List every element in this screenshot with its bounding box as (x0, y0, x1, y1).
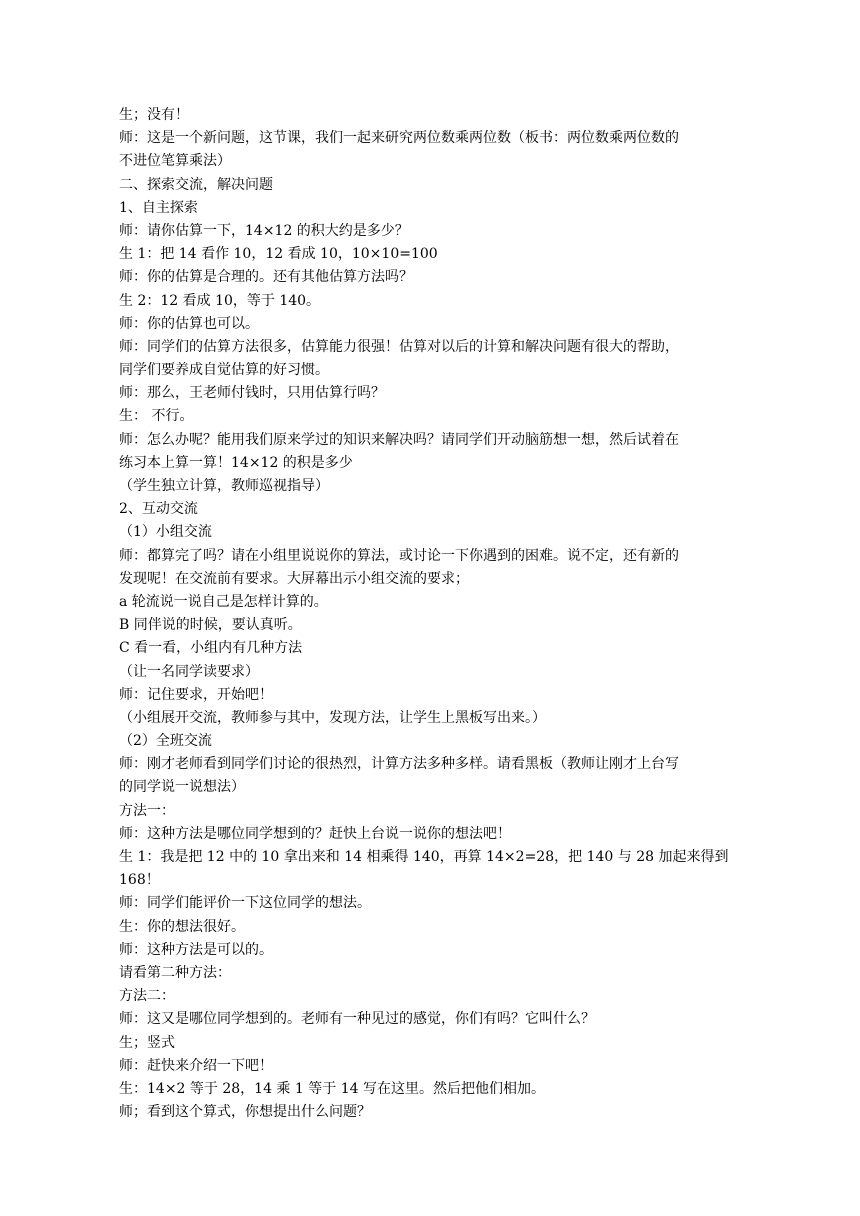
text-line: 的同学说一说想法） (119, 779, 245, 796)
text-line: 生： 不行。 (119, 408, 194, 425)
text-line: B 同伴说的时候，要认真听。 (119, 617, 302, 634)
text-line: 二、探索交流，解决问题 (119, 176, 273, 193)
text-line: 师；看到这个算式，你想提出什么问题？ (119, 1104, 371, 1121)
text-line: 生；没有！ (119, 107, 189, 123)
text-line: 1、自主探索 (119, 199, 198, 216)
text-line: 生 1：我是把 12 中的 10 拿出来和 14 相乘得 140，再算 14×2=28，把 140 与 28 加起来得到 (119, 849, 729, 865)
text-line: （学生独立计算，教师巡视指导） (119, 478, 329, 494)
text-line: 生 2：12 看成 10，等于 140。 (119, 292, 321, 309)
text-line: 师：这是一个新问题，这节课，我们一起来研究两位数乘两位数（板书：两位数乘两位数的 (119, 130, 679, 147)
text-line: 师：那么，王老师付钱时，只用估算行吗？ (119, 385, 385, 402)
text-line: 师：这种方法是哪位同学想到的？赶快上台说一说你的想法吧！ (119, 825, 511, 842)
text-line: 师：怎么办呢？能用我们原来学过的知识来解决吗？请同学们开动脑筋想一想，然后试着在 (119, 431, 679, 448)
text-line: 方法二： (119, 988, 175, 1005)
text-line: 生：你的想法很好。 (119, 918, 245, 935)
text-line: 同学们要养成自觉估算的好习惯。 (119, 362, 329, 379)
text-line: 师：同学们能评价一下这位同学的想法。 (119, 895, 371, 912)
text-line: 师：这种方法是可以的。 (119, 941, 273, 958)
text-line: 生：14×2 等于 28，14 乘 1 等于 14 写在这里。然后把他们相加。 (119, 1080, 545, 1097)
text-line: 师：你的估算是合理的。还有其他估算方法吗？ (119, 269, 413, 286)
text-line: 生 1：把 14 看作 10，12 看成 10，10×10=100 (119, 246, 438, 263)
text-line: 师：同学们的估算方法很多，估算能力很强！估算对以后的计算和解决问题有很大的帮助， (119, 338, 679, 355)
text-line: 生；竖式 (119, 1034, 175, 1051)
document-body (119, 104, 734, 1124)
text-line: （让一名同学读要求） (119, 663, 259, 680)
text-line: 方法一： (119, 802, 175, 819)
text-line: 练习本上算一算！14×12 的积是多少 (119, 454, 353, 471)
text-line: 发现呢！在交流前有要求。大屏幕出示小组交流的要求； (119, 570, 469, 587)
text-line: 师：请你估算一下，14×12 的积大约是多少？ (119, 222, 409, 239)
text-line: 请看第二种方法： (119, 964, 231, 981)
text-line: 不进位笔算乘法） (119, 153, 231, 170)
text-line: 2、互动交流 (119, 501, 198, 518)
text-line: 师：都算完了吗？请在小组里说说你的算法，或讨论一下你遇到的困难。说不定，还有新的 (119, 547, 679, 564)
text-line: 168！ (119, 872, 160, 889)
text-line: 师：这又是哪位同学想到的。老师有一种见过的感觉，你们有吗？它叫什么？ (119, 1011, 595, 1028)
text-line: 师：记住要求，开始吧！ (119, 686, 273, 703)
text-line: a 轮流说一说自己是怎样计算的。 (119, 593, 328, 610)
text-line: （2）全班交流 (119, 733, 212, 750)
text-line: C 看一看，小组内有几种方法 (119, 640, 303, 657)
text-line: 师：刚才老师看到同学们讨论的很热烈，计算方法多种多样。请看黑板（教师让刚才上台写 (119, 756, 679, 773)
text-line: （1）小组交流 (119, 524, 212, 541)
text-line: （小组展开交流，教师参与其中，发现方法，让学生上黑板写出来。） (119, 709, 546, 726)
text-line: 师：你的估算也可以。 (119, 315, 259, 332)
text-line: 师：赶快来介绍一下吧！ (119, 1057, 273, 1074)
